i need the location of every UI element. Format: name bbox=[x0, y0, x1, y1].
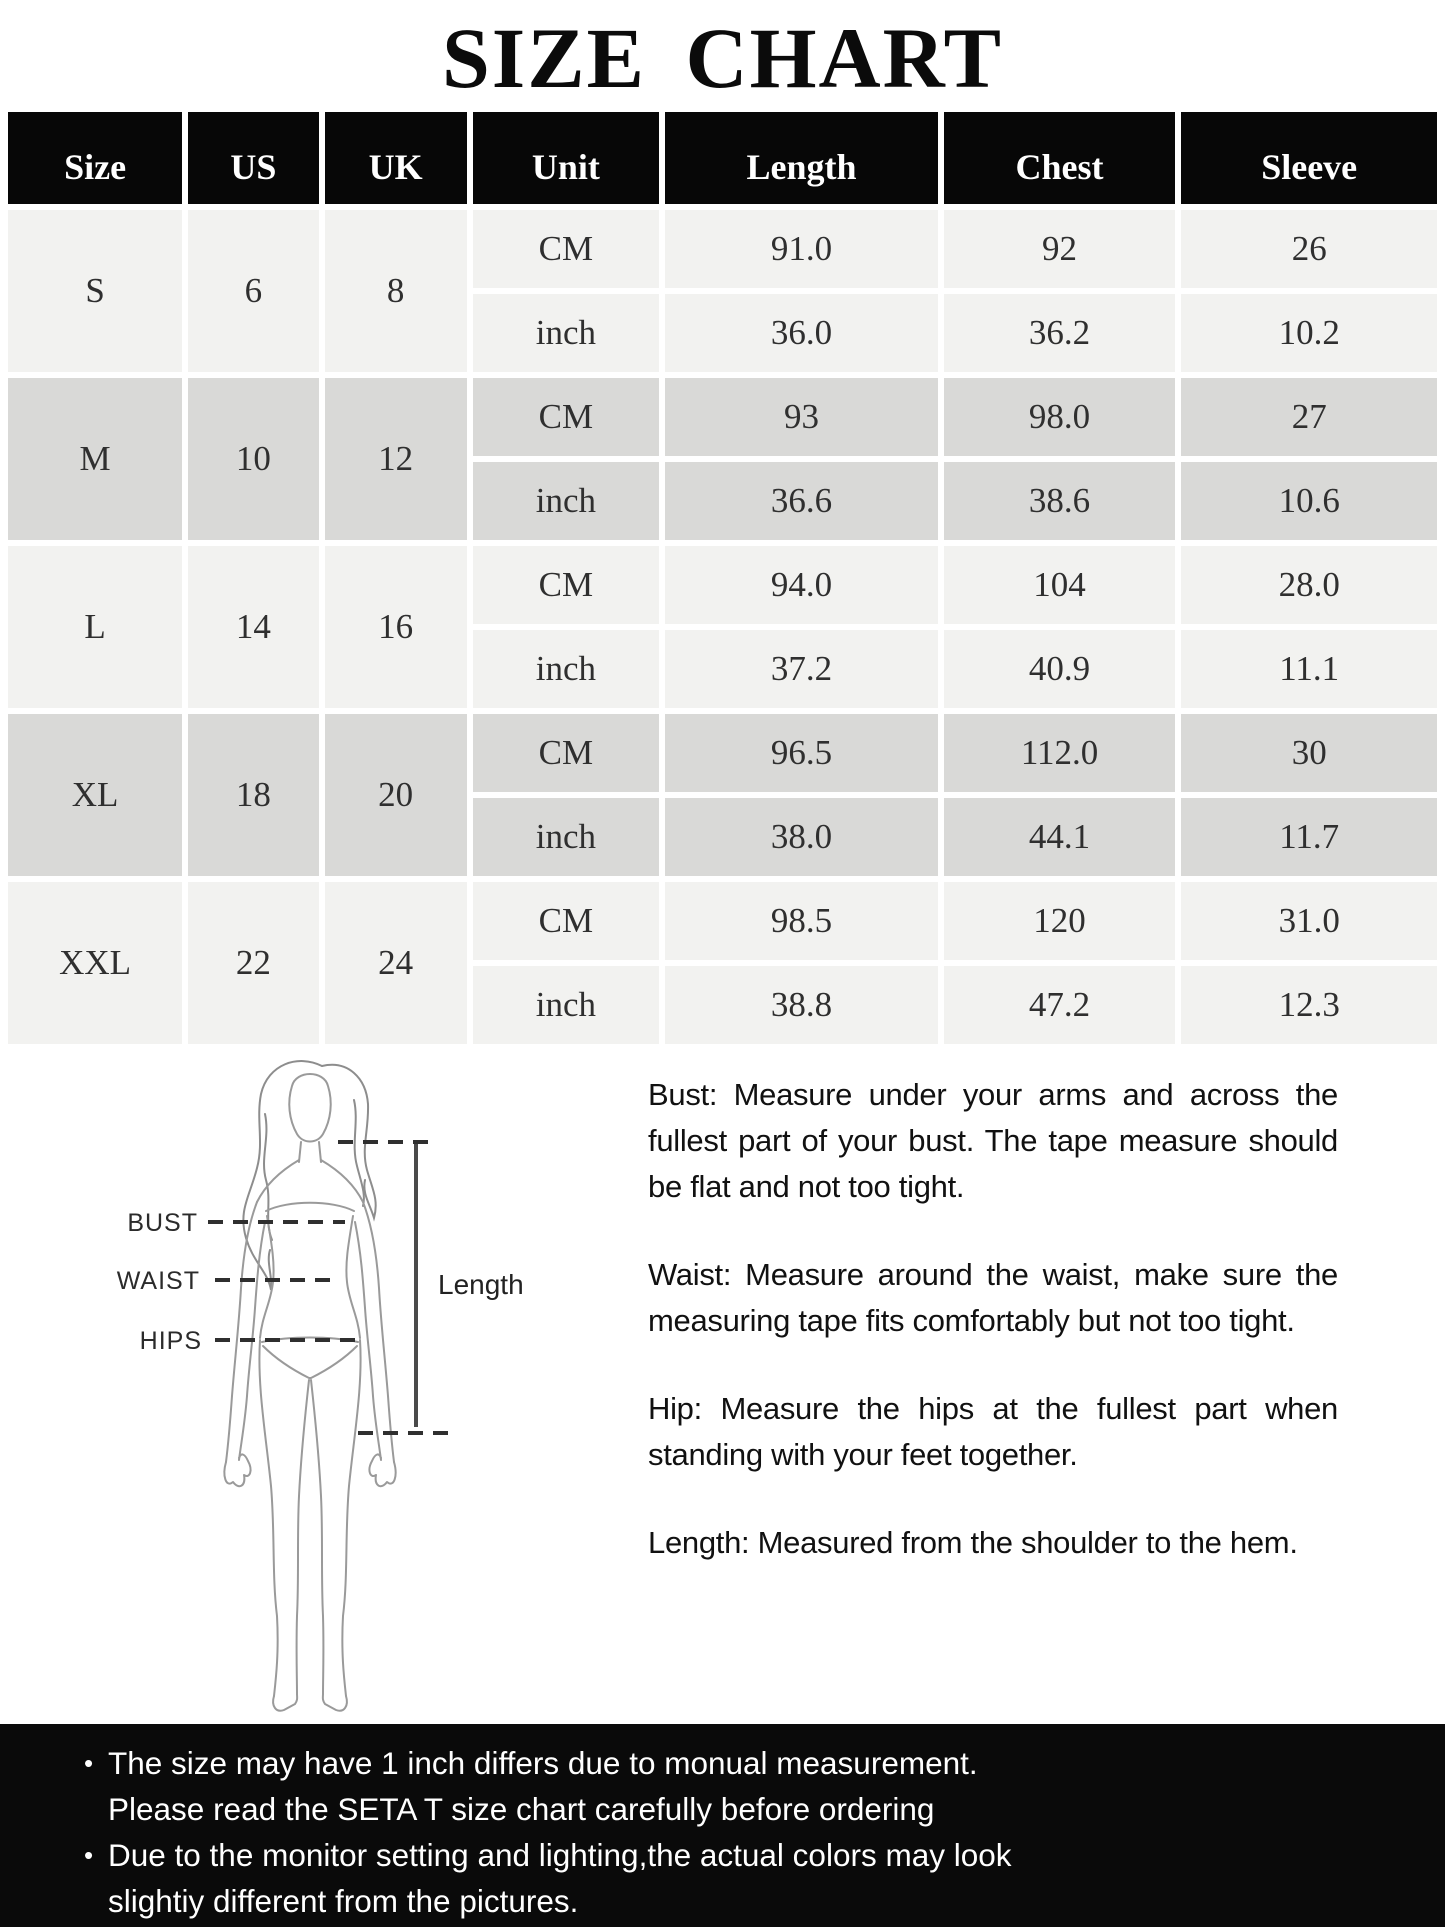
size-row-xl bbox=[8, 714, 1437, 876]
cell-size: M bbox=[8, 378, 182, 540]
size-chart-table bbox=[2, 106, 1443, 1050]
size-row-xxl bbox=[8, 882, 1437, 1044]
cell-chest: 47.2 bbox=[944, 966, 1176, 1044]
cell-sleeve: 10.2 bbox=[1181, 294, 1437, 372]
header-unit: Unit bbox=[473, 112, 660, 204]
cell-unit: CM bbox=[473, 210, 660, 288]
cell-sleeve: 28.0 bbox=[1181, 546, 1437, 624]
cell-length: 91.0 bbox=[665, 210, 937, 288]
note-line: slightiy different from the pictures. bbox=[108, 1883, 579, 1919]
table-row bbox=[8, 882, 1437, 960]
note-text bbox=[108, 1832, 1385, 1924]
cell-length: 36.6 bbox=[665, 462, 937, 540]
cell-uk: 20 bbox=[325, 714, 467, 876]
cell-sleeve: 30 bbox=[1181, 714, 1437, 792]
cell-uk: 12 bbox=[325, 378, 467, 540]
cell-us: 18 bbox=[188, 714, 319, 876]
header-chest: Chest bbox=[944, 112, 1176, 204]
measurement-guide-section bbox=[0, 1050, 1445, 1724]
cell-us: 10 bbox=[188, 378, 319, 540]
cell-chest: 38.6 bbox=[944, 462, 1176, 540]
note-item bbox=[84, 1740, 1385, 1832]
cell-sleeve: 27 bbox=[1181, 378, 1437, 456]
cell-unit: inch bbox=[473, 294, 660, 372]
cell-unit: CM bbox=[473, 546, 660, 624]
cell-length: 36.0 bbox=[665, 294, 937, 372]
footer-notes bbox=[0, 1724, 1445, 1927]
note-line: Please read the SETA T size chart carefully before ordering bbox=[108, 1791, 935, 1827]
cell-sleeve: 11.7 bbox=[1181, 798, 1437, 876]
cell-uk: 24 bbox=[325, 882, 467, 1044]
cell-size: L bbox=[8, 546, 182, 708]
cell-unit: CM bbox=[473, 882, 660, 960]
bust-label: BUST bbox=[127, 1209, 198, 1237]
cell-sleeve: 10.6 bbox=[1181, 462, 1437, 540]
cell-length: 96.5 bbox=[665, 714, 937, 792]
table-header-row bbox=[8, 112, 1437, 204]
table-row bbox=[8, 210, 1437, 288]
waist-instruction: Waist: Measure around the waist, make sure the measuring tape fits comfortably but not too tight. bbox=[648, 1257, 1338, 1338]
length-label: Length bbox=[438, 1269, 524, 1300]
cell-length: 93 bbox=[665, 378, 937, 456]
cell-uk: 8 bbox=[325, 210, 467, 372]
female-figure-sketch bbox=[60, 1054, 540, 1714]
cell-unit: inch bbox=[473, 966, 660, 1044]
cell-unit: inch bbox=[473, 630, 660, 708]
body-diagram bbox=[0, 1050, 545, 1724]
note-line: Due to the monitor setting and lighting,the actual colors may look bbox=[108, 1837, 1012, 1873]
cell-chest: 92 bbox=[944, 210, 1176, 288]
hips-label: HIPS bbox=[139, 1327, 202, 1355]
measurement-instructions bbox=[545, 1050, 1445, 1724]
bullet-icon: • bbox=[84, 1840, 94, 1870]
cell-size: S bbox=[8, 210, 182, 372]
cell-chest: 104 bbox=[944, 546, 1176, 624]
cell-length: 94.0 bbox=[665, 546, 937, 624]
cell-us: 6 bbox=[188, 210, 319, 372]
cell-unit: inch bbox=[473, 462, 660, 540]
cell-chest: 36.2 bbox=[944, 294, 1176, 372]
waist-label: WAIST bbox=[116, 1267, 200, 1295]
length-instruction: Length: Measured from the shoulder to the hem. bbox=[648, 1525, 1298, 1560]
cell-length: 98.5 bbox=[665, 882, 937, 960]
cell-unit: CM bbox=[473, 714, 660, 792]
cell-sleeve: 12.3 bbox=[1181, 966, 1437, 1044]
cell-length: 37.2 bbox=[665, 630, 937, 708]
cell-chest: 98.0 bbox=[944, 378, 1176, 456]
size-row-s bbox=[8, 210, 1437, 372]
cell-chest: 44.1 bbox=[944, 798, 1176, 876]
header-size: Size bbox=[8, 112, 182, 204]
cell-length: 38.8 bbox=[665, 966, 937, 1044]
size-row-l bbox=[8, 546, 1437, 708]
cell-us: 22 bbox=[188, 882, 319, 1044]
header-us: US bbox=[188, 112, 319, 204]
body-outline bbox=[224, 1074, 395, 1711]
table-row bbox=[8, 714, 1437, 792]
header-sleeve: Sleeve bbox=[1181, 112, 1437, 204]
hip-instruction: Hip: Measure the hips at the fullest part when standing with your feet together. bbox=[648, 1391, 1338, 1472]
cell-length: 38.0 bbox=[665, 798, 937, 876]
cell-unit: inch bbox=[473, 798, 660, 876]
note-text bbox=[108, 1740, 1385, 1832]
cell-us: 14 bbox=[188, 546, 319, 708]
note-line: The size may have 1 inch differs due to monual measurement. bbox=[108, 1745, 978, 1781]
cell-chest: 40.9 bbox=[944, 630, 1176, 708]
cell-sleeve: 11.1 bbox=[1181, 630, 1437, 708]
cell-size: XL bbox=[8, 714, 182, 876]
size-row-m bbox=[8, 378, 1437, 540]
note-item bbox=[84, 1832, 1385, 1924]
header-uk: UK bbox=[325, 112, 467, 204]
page-title: SIZE CHART bbox=[441, 10, 1004, 106]
header-length: Length bbox=[665, 112, 937, 204]
cell-uk: 16 bbox=[325, 546, 467, 708]
cell-sleeve: 26 bbox=[1181, 210, 1437, 288]
table-row bbox=[8, 378, 1437, 456]
cell-chest: 112.0 bbox=[944, 714, 1176, 792]
bust-instruction: Bust: Measure under your arms and across the fullest part of your bust. The tape measure should be flat and not too tight. bbox=[648, 1077, 1338, 1204]
cell-unit: CM bbox=[473, 378, 660, 456]
bullet-icon: • bbox=[84, 1748, 94, 1778]
cell-sleeve: 31.0 bbox=[1181, 882, 1437, 960]
cell-size: XXL bbox=[8, 882, 182, 1044]
hair-outline bbox=[243, 1061, 375, 1290]
table-row bbox=[8, 546, 1437, 624]
cell-chest: 120 bbox=[944, 882, 1176, 960]
